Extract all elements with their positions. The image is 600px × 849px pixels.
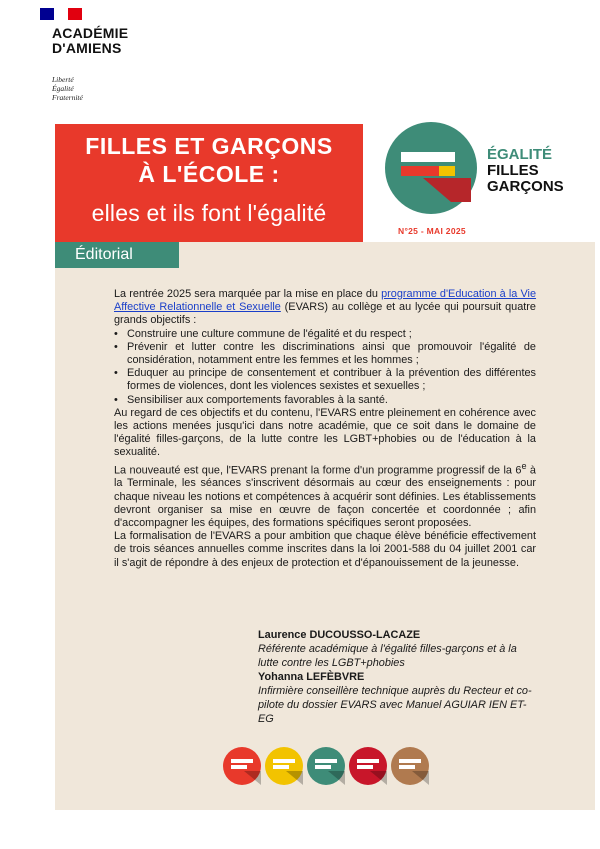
egalite-logo-icon bbox=[383, 120, 479, 216]
intro-paragraph bbox=[114, 288, 536, 328]
signatory-name-2: Yohanna LEFÈBVRE bbox=[258, 671, 365, 683]
signatory-role-2: Infirmière conseillère technique auprès du Recteur et co-pilote du dossier EVARS avec Manuel AGUIAR IEN ET-EG bbox=[258, 685, 532, 725]
equality-badge-icon bbox=[223, 747, 261, 785]
equality-badge-icon bbox=[349, 747, 387, 785]
banner-title-line2: À L'ÉCOLE : bbox=[138, 161, 280, 187]
equality-badge-icon bbox=[391, 747, 429, 785]
list-item: • Construire une culture commune de l'égalité et du respect ; bbox=[114, 328, 536, 341]
p3-after: à la Terminale, les séances s'inscrivent désormais au cœur des enseignements : pour chaque niveau les notions et compétences à acquérir sont définies. Les établissements devront organiser sa mise en œuvre de façon concertée et coordonnée ; afin d'accompagner les équipes, des formations spécifiques seront proposées. bbox=[114, 464, 536, 530]
list-item: • Sensibiliser aux comportements favorables à la santé. bbox=[114, 394, 536, 407]
paragraph-2: Au regard de ces objectifs et du contenu, l'EVARS entre pleinement en cohérence avec les actions menées jusqu'ici dans notre académie, que ce soit dans le domaine de l'égalité filles-garçons, de la lutte contre les LGBT+phobies ou de l'éducation à la sexualité. bbox=[114, 406, 536, 459]
academy-name bbox=[52, 26, 128, 56]
signatory-role-1: Référente académique à l'égalité filles-garçons et à la lutte contre les LGBT+phobies bbox=[258, 643, 517, 669]
title-banner bbox=[55, 124, 363, 242]
paragraph-4: La formalisation de l'EVARS a pour ambition que chaque élève bénéficie effectivement de trois séances annuelles comme inscrites dans la loi 2001-588 du 04 juillet 2001 car il s'agit de répondre à des enjeux de protection et d'épanouissement de la jeunesse. bbox=[114, 530, 536, 569]
editorial-text bbox=[114, 288, 536, 570]
p3-before: La nouveauté est que, l'EVARS prenant la forme d'un programme progressif de la 6 bbox=[114, 464, 522, 477]
intro-after: (EVARS) au collège et au lycée qui poursuit quatre grands objectifs : bbox=[114, 301, 536, 327]
motto-fraternite: Fraternité bbox=[52, 93, 83, 102]
objectives-list bbox=[114, 328, 536, 407]
equality-badge-icon bbox=[307, 747, 345, 785]
equality-badge-icon bbox=[265, 747, 303, 785]
brand-filles-garcons bbox=[487, 163, 564, 195]
list-item: • Prévenir et lutter contre les discriminations ainsi que promouvoir l'égalité de considération, notamment entre les femmes et les hommes ; bbox=[114, 341, 536, 367]
issue-number: N°25 - MAI 2025 bbox=[398, 226, 466, 236]
section-label-editorial: Éditorial bbox=[55, 242, 179, 268]
flag-white-band bbox=[54, 8, 68, 20]
paragraph-3 bbox=[114, 460, 536, 531]
brand-egalite: ÉGALITÉ bbox=[487, 146, 553, 163]
bottom-icons-row bbox=[222, 746, 432, 788]
banner-title bbox=[55, 132, 363, 188]
brand-filles: FILLES bbox=[487, 162, 539, 179]
evars-program-link[interactable]: programme d'Education à la Vie Affective Relationnelle et Sexuelle bbox=[114, 288, 537, 314]
p3-superscript: e bbox=[521, 460, 527, 471]
signature-block bbox=[258, 628, 538, 726]
banner-subtitle: elles et ils font l'égalité bbox=[91, 200, 327, 226]
academy-name-line2: D'AMIENS bbox=[52, 40, 122, 56]
flag-blue-band bbox=[40, 8, 54, 20]
motto-liberte: Liberté bbox=[52, 75, 74, 84]
marianne-flag-logo bbox=[40, 8, 82, 20]
intro-before: La rentrée 2025 sera marquée par la mise en place du bbox=[114, 288, 382, 300]
motto-egalite: Égalité bbox=[52, 84, 74, 93]
brand-garcons: GARÇONS bbox=[487, 178, 564, 195]
republic-motto bbox=[52, 75, 83, 102]
academy-name-line1: ACADÉMIE bbox=[52, 25, 129, 41]
list-item: • Eduquer au principe de consentement et contribuer à la prévention des différentes formes de violences, dont les violences sexistes et sexuelles ; bbox=[114, 367, 536, 393]
flag-red-band bbox=[68, 8, 82, 20]
signatory-name-1: Laurence DUCOUSSO-LACAZE bbox=[258, 629, 421, 641]
banner-title-line1: FILLES ET GARÇONS bbox=[85, 133, 333, 159]
